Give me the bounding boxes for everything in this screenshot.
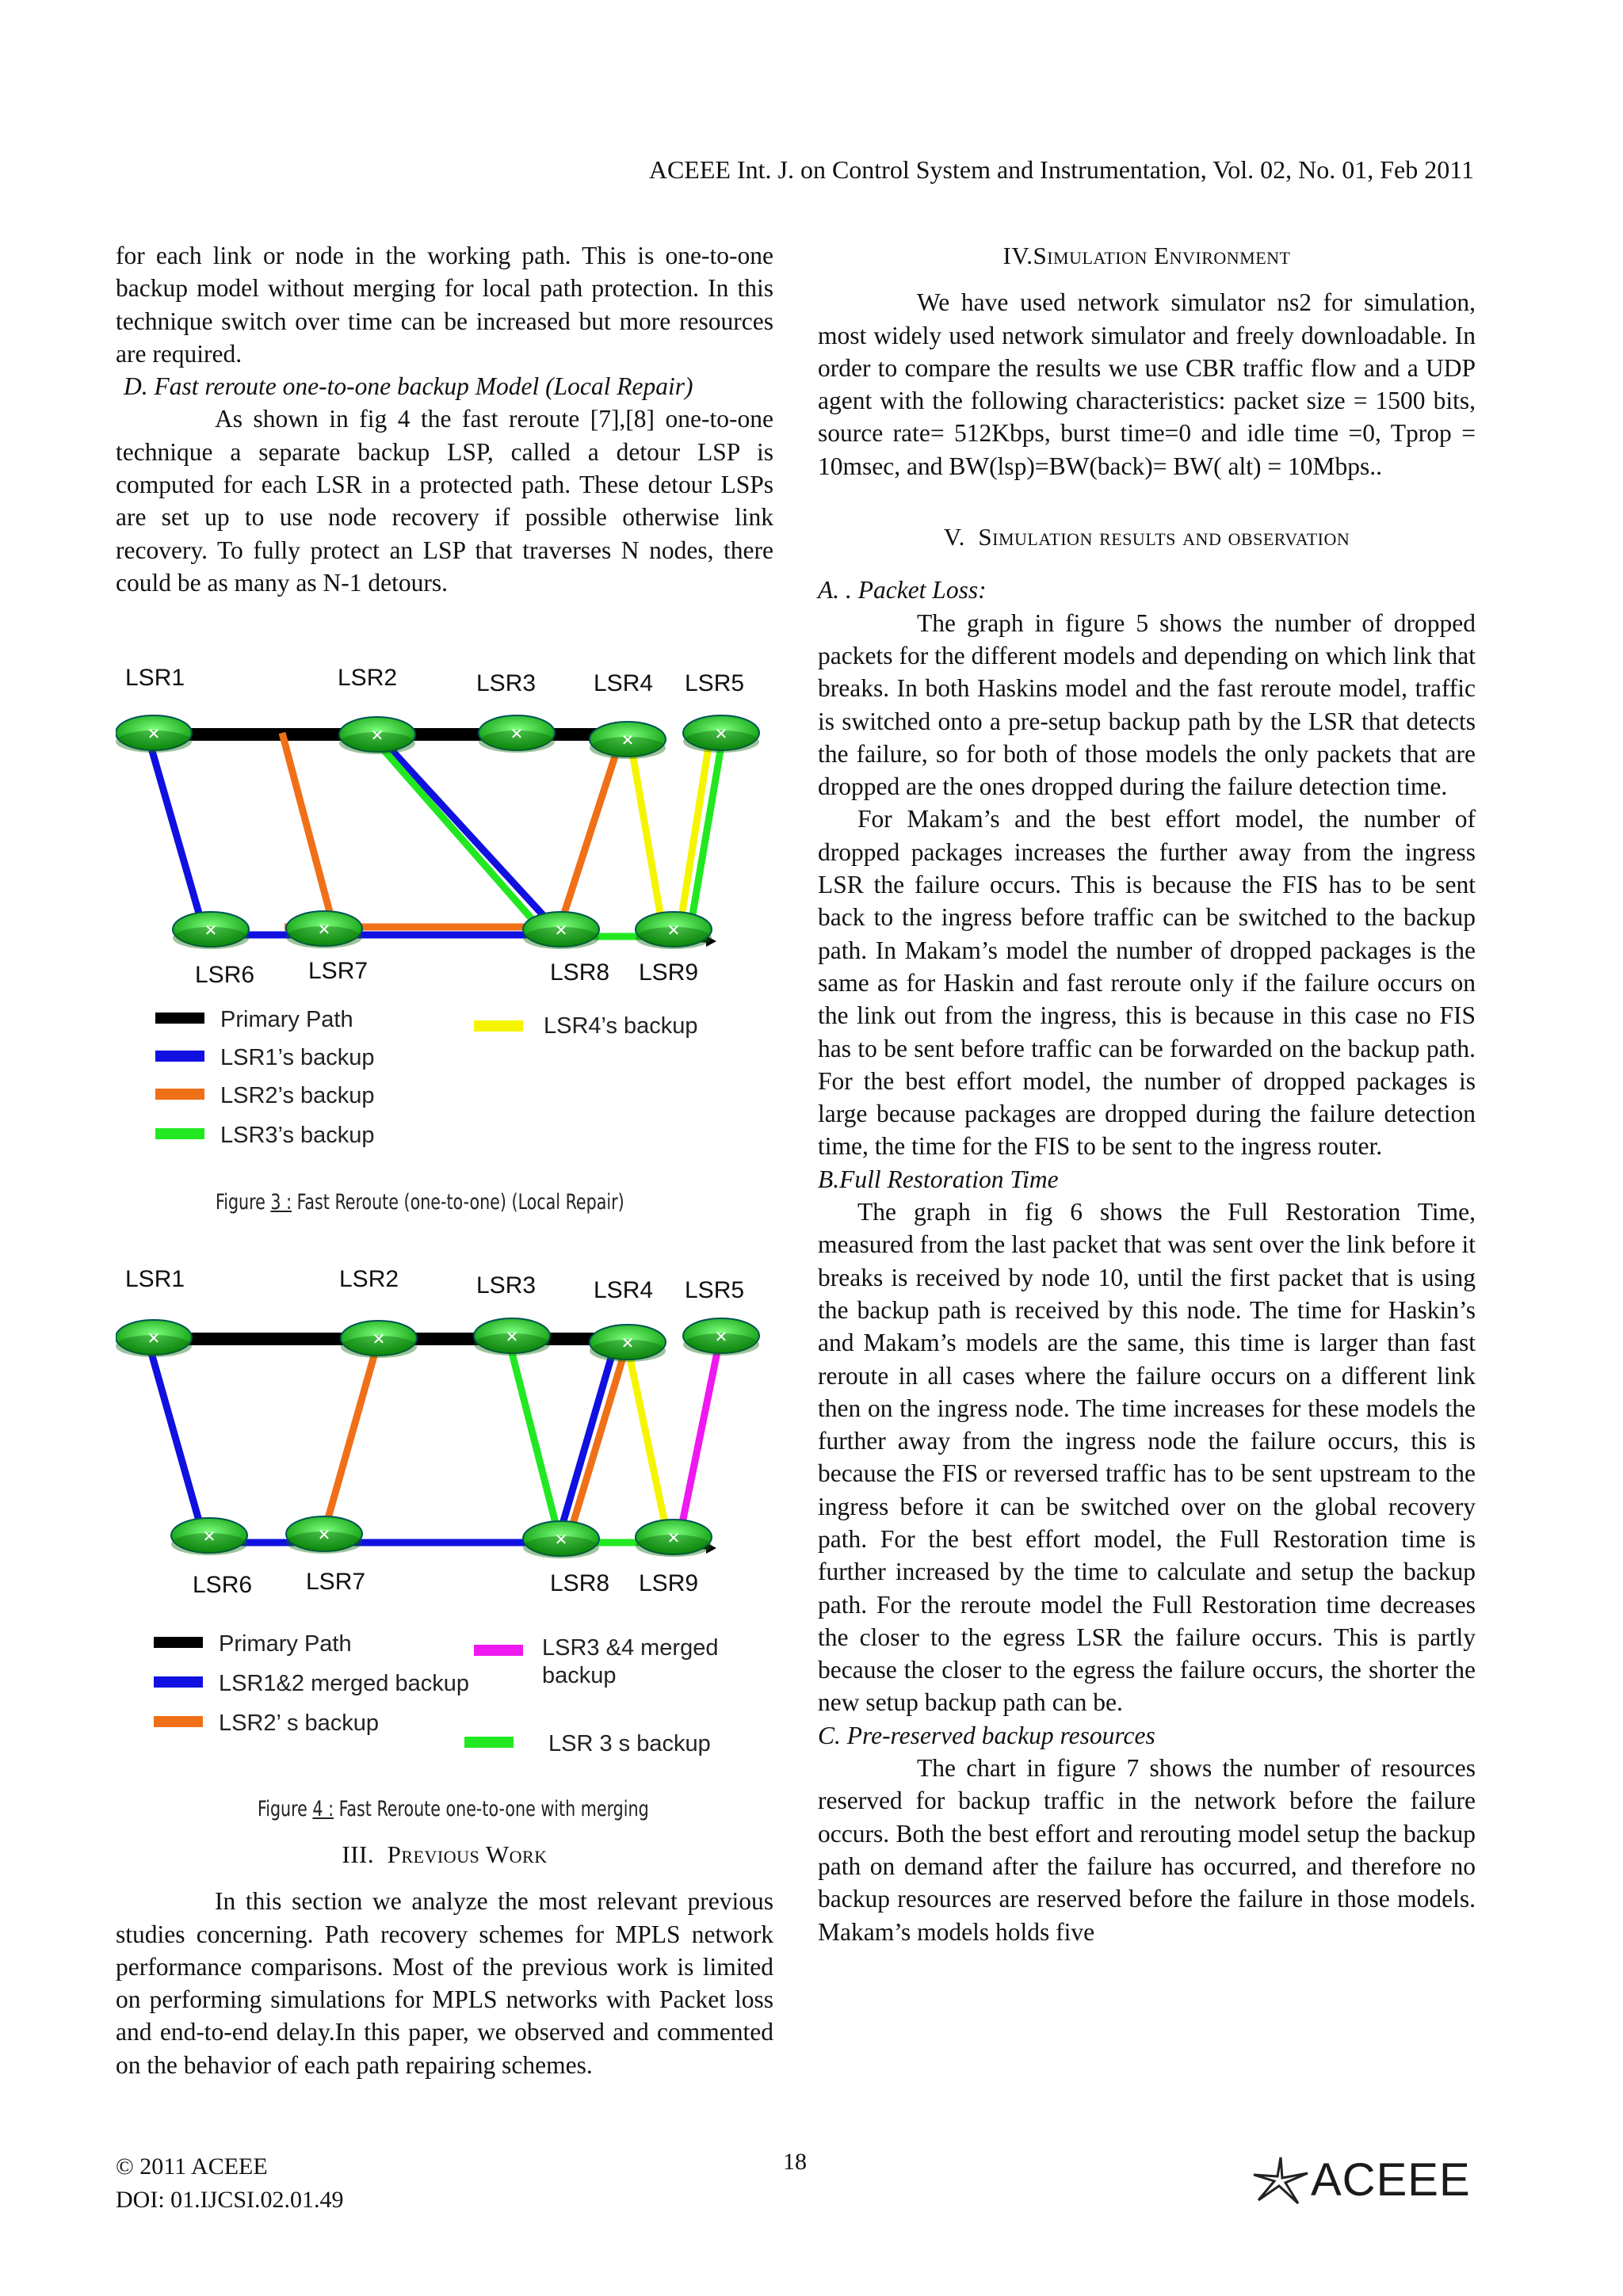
merged-backup-line-magenta	[680, 1341, 720, 1535]
router-icon	[171, 1518, 247, 1555]
router-icon	[173, 912, 249, 949]
node-label: LSR8	[550, 959, 610, 986]
caption-number: 3 :	[270, 1190, 292, 1215]
lsr4-backup-line	[628, 1347, 667, 1535]
merged-backup-line	[147, 1339, 203, 1535]
legend-swatch	[155, 1013, 204, 1024]
subsection-a-heading: A. . Packet Loss:	[818, 576, 987, 605]
caption-prefix: Figure	[216, 1190, 265, 1215]
svg-text:✕: ✕	[621, 1335, 635, 1352]
footer-copyright: © 2011 ACEEE	[116, 2153, 268, 2180]
router-icon	[590, 1325, 666, 1362]
figure-4-routers	[116, 1318, 759, 1558]
svg-text:✕: ✕	[714, 1329, 728, 1346]
router-icon	[286, 1516, 362, 1554]
paragraph-right-1: We have used network simulator ns2 for simulation, most widely used network simulator and freely downloadable. In order to compare the results we use CBR traffic flow and a UDP agent with the following characteristics: packet size = 1500 bits, source rate= 512Kbps, burst time=0 and idle time =0, Tprop = 10msec, and BW(lsp)=BW(back)= BW( alt) = 10Mbps..	[818, 288, 1476, 480]
paragraph-right-4: The graph in fig 6 shows the Full Restoration Time, measured from the last packet that was sent over the link before it breaks is received by node 10, until the first packet that is using the backup path is received by this node. The time for Haskin’s and Makam’s models are the same, this time is larger than fast reroute in all cases where the failure occurs on a different link then on the ingress node. The time increases for these models the further away from the ingress node the failure occurs, this is because the FIS or reversed traffic has to be sent upstream to the ingress before it can be switched over on the global recovery path. For the best effort model, the Full Restoration time is further increased by the time to calculate and setup the backup path. For the reroute model the Full Restoration time decreases the closer to the egress LSR the failure occurs. This is partly because the closer to the egress the failure occurs, the shorter the new setup backup path can be.	[818, 1198, 1476, 1717]
node-label: LSR7	[308, 958, 369, 984]
footer-page-number: 18	[783, 2149, 807, 2175]
node-label: LSR5	[685, 1277, 745, 1303]
router-icon	[286, 911, 362, 948]
section-3-number: III.	[342, 1840, 375, 1868]
caption-number: 4 :	[312, 1797, 334, 1821]
figure-3-caption	[216, 1190, 624, 1215]
svg-text:✕: ✕	[202, 1528, 216, 1546]
legend-label: backup	[542, 1663, 617, 1688]
legend-label: Primary Path	[220, 1007, 353, 1032]
svg-text:✕: ✕	[204, 922, 218, 940]
router-icon	[341, 1321, 417, 1358]
legend-swatch	[155, 1051, 204, 1062]
figure-3-routers	[116, 715, 759, 949]
legend-label: Primary Path	[219, 1631, 352, 1657]
router-icon	[636, 912, 712, 949]
svg-text:✕: ✕	[714, 726, 728, 743]
figure-4-caption	[258, 1797, 649, 1821]
node-label: LSR4	[594, 670, 654, 696]
legend-swatch	[154, 1637, 203, 1648]
router-icon	[683, 1318, 759, 1356]
legend-label: LSR4’s backup	[544, 1013, 698, 1039]
svg-text:✕: ✕	[147, 1330, 161, 1348]
node-label: LSR4	[594, 1277, 654, 1303]
legend-swatch	[474, 1020, 523, 1032]
svg-text:✕: ✕	[505, 1329, 519, 1346]
svg-text:✕: ✕	[554, 922, 568, 940]
legend-label: LSR2’ s backup	[219, 1711, 380, 1736]
router-icon	[479, 715, 555, 753]
figure-3-legend	[155, 1007, 698, 1148]
paragraph-left-2: As shown in fig 4 the fast reroute [7],[8] one-to-one technique a separate backup LSP, called a detour LSP is computed for each LSR in a protected path. These detour LSPs are set up to use node recovery if possible otherwise link recovery. To fully protect an LSP that traverses N nodes, there could be as many as N-1 detours.	[116, 405, 773, 597]
node-label: LSR2	[338, 665, 398, 691]
legend-swatch	[474, 1645, 523, 1656]
router-icon	[590, 722, 666, 759]
legend-label: LSR3’s backup	[220, 1123, 375, 1148]
section-5-title: Simulation results and observation	[978, 523, 1350, 551]
node-label: LSR3	[476, 1272, 537, 1299]
right-column	[818, 239, 1476, 1948]
router-icon	[523, 912, 599, 949]
figure-3	[116, 658, 773, 1228]
paragraph-left-1: for each link or node in the working path. This is one-to-one backup model without merging for local path protection. In this technique switch over time can be increased but more resources are required.	[116, 242, 773, 368]
legend-label: LSR3 &4 merged	[542, 1635, 719, 1661]
section-3-heading	[116, 1838, 773, 1871]
paragraph-left-3: In this section we analyze the most relevant previous studies concerning. Path recovery schemes for MPLS network performance comparisons. Most of the previous work is limited on performing simulations for MPLS networks with Packet loss and end-to-end delay.In this paper, we observed and commented on the behavior of each path repairing schemes.	[116, 1887, 773, 2079]
router-icon	[636, 1520, 712, 1557]
section-4-heading: IV.Simulation Environment	[1002, 242, 1291, 269]
svg-text:✕: ✕	[370, 727, 384, 745]
legend-swatch	[155, 1128, 204, 1139]
svg-text:✕: ✕	[510, 726, 524, 743]
svg-text:✕: ✕	[317, 1527, 331, 1544]
legend-swatch	[154, 1676, 203, 1688]
legend-label: LSR 3 s backup	[548, 1731, 711, 1756]
lsr2-backup-line	[324, 1339, 379, 1532]
lsr3-backup-line	[370, 734, 539, 927]
svg-text:✕: ✕	[666, 922, 681, 940]
router-icon	[474, 1318, 550, 1356]
caption-prefix: Figure	[258, 1797, 307, 1821]
legend-label: LSR1’s backup	[220, 1045, 375, 1070]
node-label: LSR5	[685, 670, 745, 696]
router-icon	[116, 1320, 192, 1357]
section-5-heading	[818, 521, 1476, 553]
router-icon	[116, 715, 192, 753]
svg-text:✕: ✕	[372, 1331, 386, 1348]
node-label: LSR3	[476, 670, 537, 696]
legend-label: LSR2’s backup	[220, 1083, 375, 1108]
lsr3-backup-line	[509, 1341, 559, 1539]
node-label: LSR7	[306, 1569, 366, 1595]
paragraph-right-2: The graph in figure 5 shows the number of dropped packets for the different models and depending on which link that breaks. In both Haskins model and the fast reroute model, traffic is switched onto a pre-setup backup path by the LSR that detects the failure, so for both of those models the only packets that are dropped are the ones dropped during the failure detection time.	[818, 608, 1476, 801]
lsr1-backup-line	[147, 734, 203, 927]
left-column-bottom	[116, 1838, 773, 2081]
caption-text: Fast Reroute one-to-one with merging	[338, 1797, 649, 1821]
svg-text:✕: ✕	[621, 732, 635, 749]
subsection-d-heading: D. Fast reroute one-to-one backup Model (Local Repair)	[124, 372, 693, 401]
lsr4-backup-line	[631, 743, 663, 927]
figure-4	[116, 1261, 773, 1800]
node-label: LSR6	[195, 962, 255, 988]
left-column-top	[116, 239, 773, 599]
subsection-c-heading: C. Pre-reserved backup resources	[818, 1721, 1155, 1749]
node-label: LSR1	[125, 665, 185, 691]
router-icon	[339, 717, 415, 754]
figure-4-diagram	[116, 1261, 773, 1800]
node-label: LSR8	[550, 1570, 610, 1596]
figure-3-diagram	[116, 658, 773, 1228]
node-label: LSR2	[339, 1266, 399, 1292]
caption-text: Fast Reroute (one-to-one) (Local Repair)	[296, 1190, 624, 1215]
lsr2-backup-line	[569, 1344, 627, 1537]
lsr2-backup-line	[561, 737, 621, 923]
node-label: LSR9	[639, 1570, 699, 1596]
svg-text:✕: ✕	[317, 921, 331, 939]
paragraph-right-3: For Makam’s and the best effort model, the number of dropped packages increases the further away from the ingress LSR the failure occurs. This is because the FIS has to be sent back to the ingress before traffic can be switched to the backup path. In Makam’s model the number of dropped packages is the same as for Haskin and fast reroute only if the failure occurs on the link out from the ingress, this is because in this case no FIS has to be sent before traffic can be forwarded on the backup path. For the best effort model, the number of dropped packages is large because packages are dropped during the failure detection time, the time for the FIS to be sent to the ingress router.	[818, 805, 1476, 1161]
lsr1-backup-line	[377, 734, 554, 927]
paragraph-right-5: The chart in figure 7 shows the number of resources reserved for backup traffic in the network before the failure occurs. Both the best effort and rerouting model setup the backup path on demand after the failure has occurred, and therefore no backup resources are reserved before the failure in those models. Makam’s models holds five	[818, 1754, 1476, 1946]
node-label: LSR1	[125, 1266, 185, 1292]
logo-text: ACEEE	[1311, 2154, 1471, 2206]
node-label: LSR9	[639, 959, 699, 986]
router-icon	[683, 715, 759, 753]
legend-swatch	[154, 1716, 203, 1727]
merged-backup-line	[559, 1344, 615, 1535]
legend-label: LSR1&2 merged backup	[219, 1671, 469, 1696]
svg-text:✕: ✕	[554, 1531, 568, 1549]
svg-text:✕: ✕	[147, 726, 161, 743]
lsr2-backup-line	[282, 733, 334, 927]
svg-text:✕: ✕	[666, 1530, 681, 1547]
legend-swatch	[155, 1089, 204, 1100]
aceee-logo	[1251, 2153, 1471, 2206]
footer-doi: DOI: 01.IJCSI.02.01.49	[116, 2187, 344, 2213]
section-3-title: Previous Work	[387, 1840, 548, 1868]
section-5-number: V.	[943, 523, 965, 551]
figure-4-legend	[154, 1631, 718, 1756]
node-label: LSR6	[193, 1572, 253, 1598]
journal-header: ACEEE Int. J. on Control System and Instrumentation, Vol. 02, No. 01, Feb 2011	[648, 155, 1474, 184]
subsection-b-heading: B.Full Restoration Time	[818, 1165, 1059, 1193]
star-logo-icon	[1251, 2154, 1311, 2206]
router-icon	[523, 1521, 599, 1558]
legend-swatch	[464, 1737, 514, 1748]
